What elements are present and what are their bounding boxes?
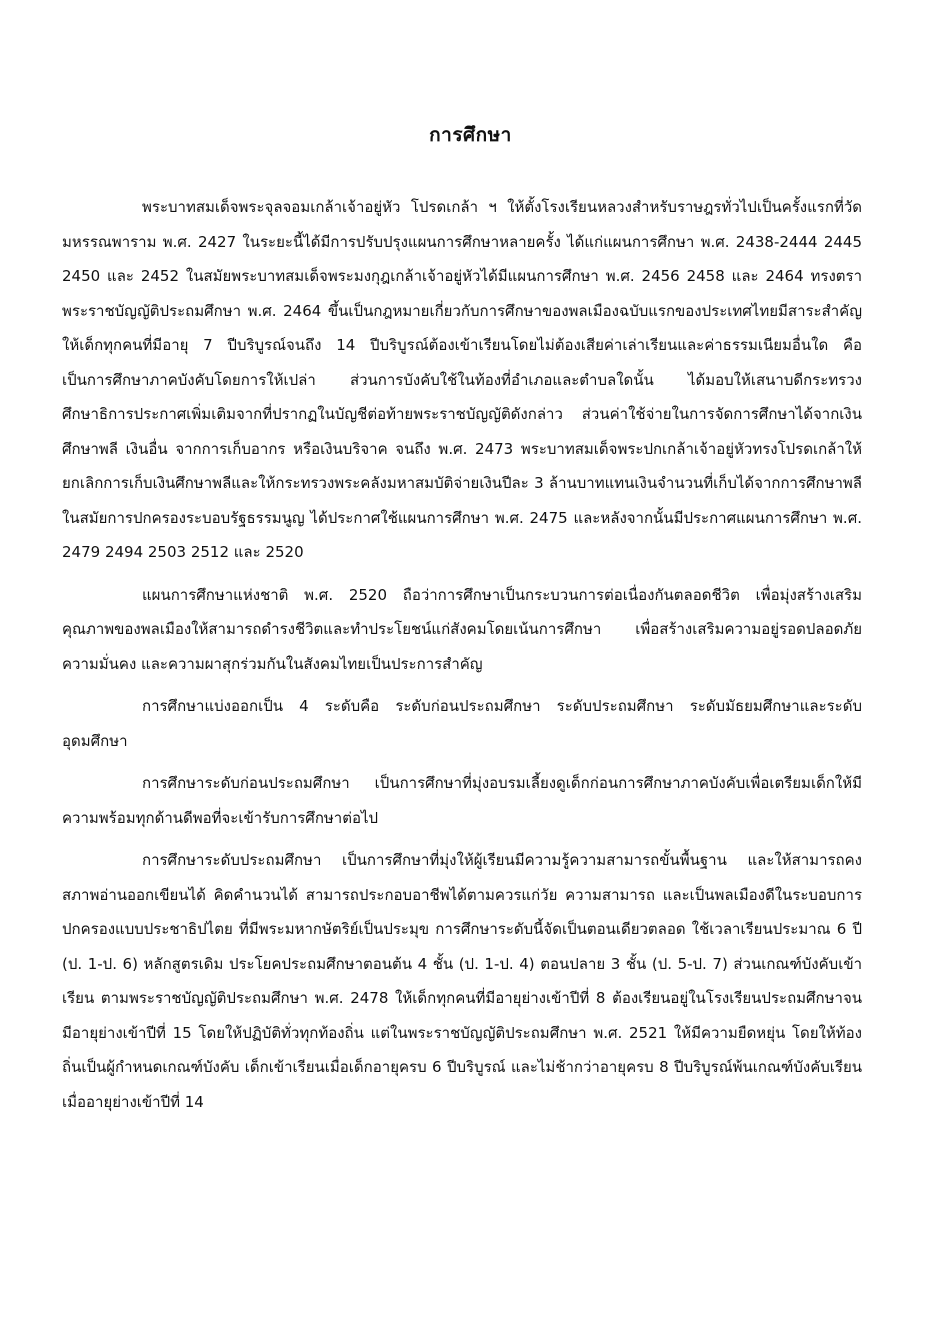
- paragraph-national-plan: แผนการศึกษาแห่งชาติ พ.ศ. 2520 ถือว่าการศึกษาเป็นกระบวนการต่อเนื่องกันตลอดชีวิต เพื่อมุ่งสร้างเสริมคุณภาพของพลเมืองให้สามารถดำรงชีวิตและทำประโยชน์แก่สังคมโดยเน้นการศึกษา เพื่อสร้างเสริมความอยู่รอดปลอดภัย ความมั่นคง และความผาสุกร่วมกันในสังคมไทยเป็นประการสำคัญ: [62, 585, 862, 673]
- paragraph-pre-primary: การศึกษาระดับก่อนประถมศึกษา เป็นการศึกษาที่มุ่งอบรมเลี้ยงดูเด็กก่อนการศึกษาภาคบังคับเพื่อเตรียมเด็กให้มีความพร้อมทุกด้านดีพอที่จะเข้ารับการศึกษาต่อไป: [62, 774, 862, 827]
- paragraph-education-levels: การศึกษาแบ่งออกเป็น 4 ระดับคือ ระดับก่อนประถมศึกษา ระดับประถมศึกษา ระดับมัธยมศึกษาและระดับอุดมศึกษา: [62, 697, 862, 750]
- paragraph-history: พระบาทสมเด็จพระจุลจอมเกล้าเจ้าอยู่หัว โปรดเกล้า ฯ ให้ตั้งโรงเรียนหลวงสำหรับราษฎรทั่วไปเป็นครั้งแรกที่วัดมหรรณพาราม พ.ศ. 2427 ในระยะนี้ได้มีการปรับปรุงแผนการศึกษาหลายครั้ง ได้แก่แผนการศึกษา พ.ศ. 2438-2444 2445 2450 และ 2452 ในสมัยพระบาทสมเด็จพระมงกุฎเกล้าเจ้าอยู่หัวได้มีแผนการศึกษา พ.ศ. 2456 2458 และ 2464 ทรงตราพระราชบัญญัติประถมศึกษา พ.ศ. 2464 ขึ้นเป็นกฎหมายเกี่ยวกับการศึกษาของพลเมืองฉบับแรกของประเทศไทยมีสาระสำคัญให้เด็กทุกคนที่มีอายุ 7 ปีบริบูรณ์จนถึง 14 ปีบริบูรณ์ต้องเข้าเรียนโดยไม่ต้องเสียค่าเล่าเรียนและค่าธรรมเนียมอื่นใด คือ เป็นการศึกษาภาคบังคับโดยการให้เปล่า ส่วนการบังคับใช้ในท้องที่อำเภอและตำบลใดนั้น ได้มอบให้เสนาบดีกระทรวงศึกษาธิการประกาศเพิ่มเติมจากที่ปรากฏในบัญชีต่อท้ายพระราชบัญญัติดังกล่าว ส่วนค่าใช้จ่ายในการจัดการศึกษาได้จากเงินศึกษาพลี เงินอื่น จากการเก็บอากร หรือเงินบริจาค จนถึง พ.ศ. 2473 พระบาทสมเด็จพระปกเกล้าเจ้าอยู่หัวทรงโปรดเกล้าให้ยกเลิกการเก็บเงินศึกษาพลีและให้กระทรวงพระคลังมหาสมบัติจ่ายเงินปีละ 3 ล้านบาทแทนเงินจำนวนที่เก็บได้จากการศึกษาพลี ในสมัยการปกครองระบอบรัฐธรรมนูญ ได้ประกาศใช้แผนการศึกษา พ.ศ. 2475 และหลังจากนั้นมีประกาศแผนการศึกษา พ.ศ. 2479 2494 2503 2512 และ 2520: [62, 198, 862, 561]
- document-body: [62, 190, 862, 1119]
- document-title: การศึกษา: [429, 124, 512, 146]
- paragraph-primary: การศึกษาระดับประถมศึกษา เป็นการศึกษาที่มุ่งให้ผู้เรียนมีความรู้ความสามารถขั้นพื้นฐาน และให้สามารถคงสภาพอ่านออกเขียนได้ คิดคำนวนได้ สามารถประกอบอาชีพได้ตามควรแก่วัย ความสามารถ และเป็นพลเมืองดีในระบอบการปกครองแบบประชาธิปไตย ที่มีพระมหากษัตริย์เป็นประมุข การศึกษาระดับนี้จัดเป็นตอนเดียวตลอด ใช้เวลาเรียนประมาณ 6 ปี (ป. 1-ป. 6) หลักสูตรเดิม ประโยคประถมศึกษาตอนต้น 4 ชั้น (ป. 1-ป. 4) ตอนปลาย 3 ชั้น (ป. 5-ป. 7) ส่วนเกณฑ์บังคับเข้าเรียน ตามพระราชบัญญัติประถมศึกษา พ.ศ. 2478 ให้เด็กทุกคนที่มีอายุย่างเข้าปีที่ 8 ต้องเรียนอยู่ในโรงเรียนประถมศึกษาจนมีอายุย่างเข้าปีที่ 15 โดยให้ปฏิบัติทั่วทุกท้องถิ่น แต่ในพระราชบัญญัติประถมศึกษา พ.ศ. 2521 ให้มีความยืดหยุ่น โดยให้ท้องถิ่นเป็นผู้กำหนดเกณฑ์บังคับ เด็กเข้าเรียนเมื่อเด็กอายุครบ 6 ปีบริบูรณ์ และไม่ช้ากว่าอายุครบ 8 ปีบริบูรณ์พ้นเกณฑ์บังคับเรียน เมื่ออายุย่างเข้าปีที่ 14: [62, 851, 862, 1111]
